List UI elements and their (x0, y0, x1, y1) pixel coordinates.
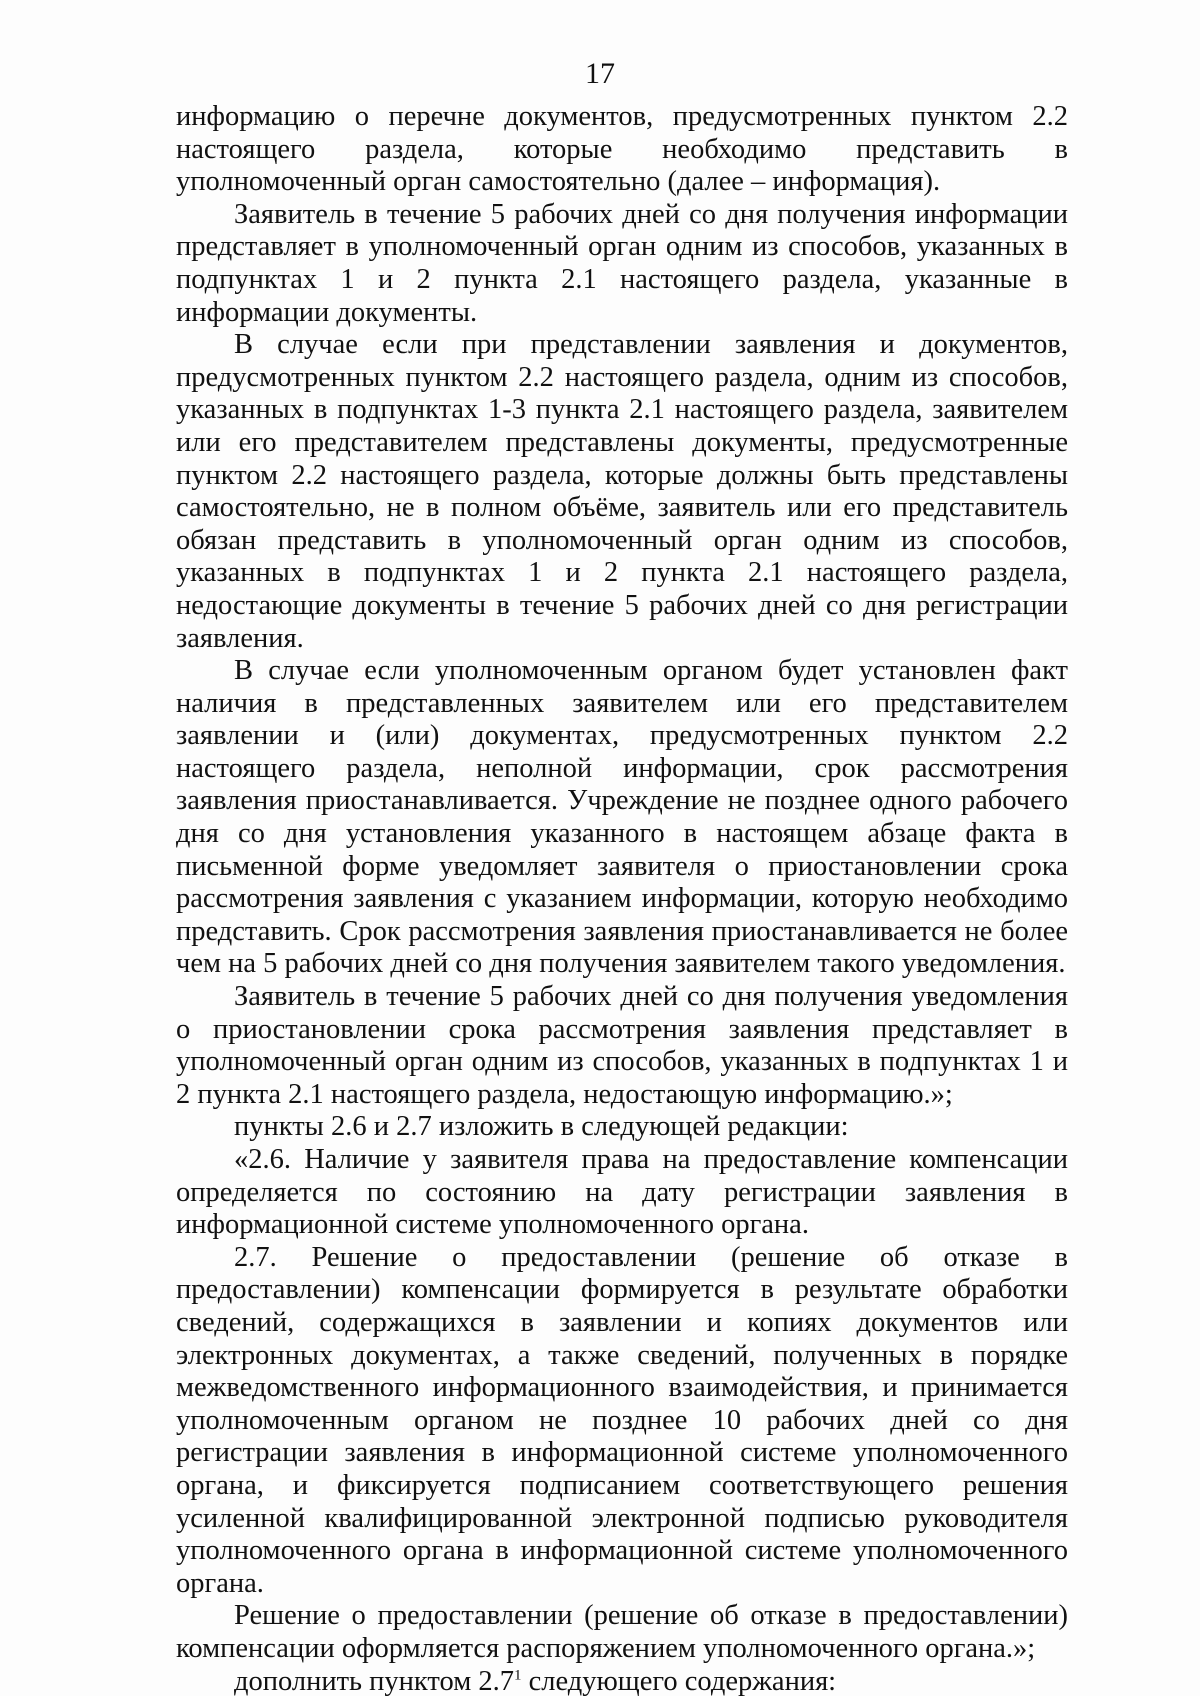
paragraph: информацию о перечне документов, предусмотренных пунктом 2.2 настоящего раздела, которые необходимо представить в уполномоченный орган самостоятельно (далее – информация). (176, 101, 1068, 199)
paragraph: Заявитель в течение 5 рабочих дней со дня получения уведомления о приостановлении срока рассмотрения заявления представляет в уполномоченный орган одним из способов, указанных в подпунктах 1 и 2 пункта 2.1 настоящего раздела, недостающую информацию.»; (176, 981, 1068, 1111)
paragraph: В случае если уполномоченным органом будет установлен факт наличия в представленных заявителем или его представителем заявлении и (или) документах, предусмотренных пунктом 2.2 настоящего раздела, неполной информации, срок рассмотрения заявления приостанавливается. Учреждение не позднее одного рабочего дня со дня установления указанного в настоящем абзаце факта в письменной форме уведомляет заявителя о приостановлении срока рассмотрения заявления с указанием информации, которую необходимо представить. Срок рассмотрения заявления приостанавливается не более чем на 5 рабочих дней со дня получения заявителем такого уведомления. (176, 655, 1068, 981)
document-body (176, 101, 1068, 1698)
paragraph-text-after: следующего содержания: (521, 1666, 836, 1697)
paragraph: 2.7. Решение о предоставлении (решение об отказе в предоставлении) компенсации формируется в результате обработки сведений, содержащихся в заявлении и копиях документов или электронных документах, а также сведений, полученных в порядке межведомственного информационного взаимодействия, и принимается уполномоченным органом не позднее 10 рабочих дней со дня регистрации заявления в информационной системе уполномоченного органа, и фиксируется подписанием соответствующего решения усиленной квалифицированной электронной подписью руководителя уполномоченного органа в информационной системе уполномоченного органа. (176, 1242, 1068, 1601)
superscript-number: 1 (514, 1667, 522, 1683)
paragraph: пункты 2.6 и 2.7 изложить в следующей редакции: (176, 1111, 1068, 1144)
paragraph: «2.6. Наличие у заявителя права на предоставление компенсации определяется по состоянию на дату регистрации заявления в информационной системе уполномоченного органа. (176, 1144, 1068, 1242)
paragraph: В случае если при представлении заявления и документов, предусмотренных пунктом 2.2 настоящего раздела, одним из способов, указанных в подпунктах 1-3 пункта 2.1 настоящего раздела, заявителем или его представителем представлены документы, предусмотренные пунктом 2.2 настоящего раздела, которые должны быть представлены самостоятельно, не в полном объёме, заявитель или его представитель обязан представить в уполномоченный орган одним из способов, указанных в подпунктах 1 и 2 пункта 2.1 настоящего раздела, недостающие документы в течение 5 рабочих дней со дня регистрации заявления. (176, 329, 1068, 655)
paragraph: Решение о предоставлении (решение об отказе в предоставлении) компенсации оформляется распоряжением уполномоченного органа.»; (176, 1600, 1068, 1665)
paragraph-text-before: дополнить пунктом 2.7 (234, 1666, 514, 1697)
page-number: 17 (0, 56, 1200, 92)
paragraph: Заявитель в течение 5 рабочих дней со дня получения информации представляет в уполномоченный орган одним из способов, указанных в подпунктах 1 и 2 пункта 2.1 настоящего раздела, указанные в информации документы. (176, 199, 1068, 329)
paragraph-with-superscript (176, 1666, 1068, 1698)
